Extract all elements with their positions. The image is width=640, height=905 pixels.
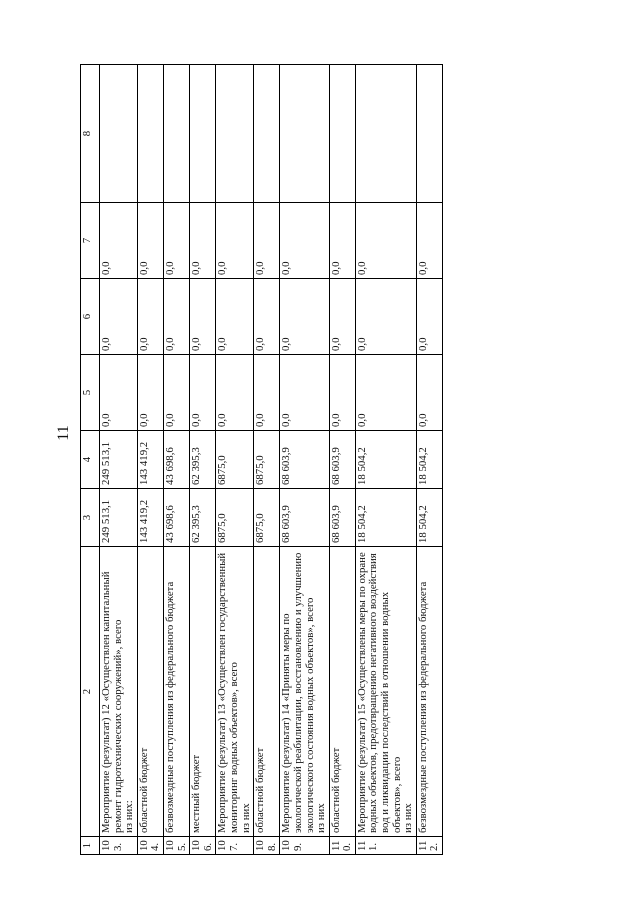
- year1-cell: 18 504,2: [355, 431, 416, 489]
- header-cell: 4: [81, 431, 100, 489]
- table-row: [329, 65, 355, 855]
- row-number-cell: 112.: [416, 837, 442, 855]
- year1-cell: 249 513,1: [100, 431, 138, 489]
- header-cell: 3: [81, 489, 100, 547]
- year1-cell: 68 603,9: [280, 431, 329, 489]
- year1-cell: 62 395,3: [190, 431, 216, 489]
- year2-cell: 0,0: [416, 355, 442, 431]
- year2-cell: 0,0: [100, 355, 138, 431]
- row-number-cell: 109.: [280, 837, 329, 855]
- row-number-cell: 111.: [355, 837, 416, 855]
- note-cell: [280, 65, 329, 203]
- year2-cell: 0,0: [216, 355, 254, 431]
- year4-cell: 0,0: [355, 203, 416, 279]
- note-cell: [100, 65, 138, 203]
- year1-cell: 68 603,9: [329, 431, 355, 489]
- note-cell: [355, 65, 416, 203]
- total-cell: 43 698,6: [163, 489, 189, 547]
- table-row: [216, 65, 254, 855]
- year4-cell: 0,0: [190, 203, 216, 279]
- year2-cell: 0,0: [163, 355, 189, 431]
- description-cell: Мероприятие (результат) 14 «Приняты меры по экологической реабилитации, восстановлению и улучшению экологического состояния водных объектов», всего из них: [280, 547, 329, 837]
- row-number-cell: 110.: [329, 837, 355, 855]
- rotated-table-wrapper: [80, 65, 494, 855]
- year2-cell: 0,0: [190, 355, 216, 431]
- table-row: [100, 65, 138, 855]
- year4-cell: 0,0: [216, 203, 254, 279]
- header-cell: 7: [81, 203, 100, 279]
- total-cell: 143 419,2: [137, 489, 163, 547]
- year4-cell: 0,0: [329, 203, 355, 279]
- year3-cell: 0,0: [280, 279, 329, 355]
- total-cell: 62 395,3: [190, 489, 216, 547]
- year3-cell: 0,0: [163, 279, 189, 355]
- description-cell: областной бюджет: [137, 547, 163, 837]
- year2-cell: 0,0: [280, 355, 329, 431]
- year1-cell: 143 419,2: [137, 431, 163, 489]
- table-row: [280, 65, 329, 855]
- year2-cell: 0,0: [137, 355, 163, 431]
- note-cell: [216, 65, 254, 203]
- year4-cell: 0,0: [254, 203, 280, 279]
- row-number-cell: 104.: [137, 837, 163, 855]
- table-row: [163, 65, 189, 855]
- table-row: [355, 65, 416, 855]
- year4-cell: 0,0: [137, 203, 163, 279]
- table-row: [137, 65, 163, 855]
- description-cell: Мероприятие (результат) 15 «Осуществлены меры по охране водных объектов, предотвращению негативного воздействия вод и ликвидации последствий в отношении водных объектов», всего из них: [355, 547, 416, 837]
- year3-cell: 0,0: [137, 279, 163, 355]
- header-cell: 2: [81, 547, 100, 837]
- note-cell: [163, 65, 189, 203]
- row-number-cell: 105.: [163, 837, 189, 855]
- budget-table: [80, 64, 443, 855]
- year3-cell: 0,0: [329, 279, 355, 355]
- description-cell: безвозмездные поступления из федерального бюджета: [163, 547, 189, 837]
- year4-cell: 0,0: [416, 203, 442, 279]
- year2-cell: 0,0: [329, 355, 355, 431]
- total-cell: 68 603,9: [280, 489, 329, 547]
- total-cell: 18 504,2: [416, 489, 442, 547]
- year2-cell: 0,0: [254, 355, 280, 431]
- row-number-cell: 106.: [190, 837, 216, 855]
- page-number: 11: [55, 425, 72, 441]
- row-number-cell: 103.: [100, 837, 138, 855]
- description-cell: местный бюджет: [190, 547, 216, 837]
- year3-cell: 0,0: [254, 279, 280, 355]
- header-row: [81, 65, 100, 855]
- year3-cell: 0,0: [416, 279, 442, 355]
- table-row: [254, 65, 280, 855]
- year3-cell: 0,0: [216, 279, 254, 355]
- year4-cell: 0,0: [280, 203, 329, 279]
- header-cell: 8: [81, 65, 100, 203]
- description-cell: Мероприятие (результат) 13 «Осуществлен государственный мониторинг водных объектов», всего из них: [216, 547, 254, 837]
- header-cell: 1: [81, 837, 100, 855]
- table-row: [190, 65, 216, 855]
- note-cell: [416, 65, 442, 203]
- year4-cell: 0,0: [163, 203, 189, 279]
- note-cell: [190, 65, 216, 203]
- year3-cell: 0,0: [355, 279, 416, 355]
- note-cell: [137, 65, 163, 203]
- description-cell: безвозмездные поступления из федерального бюджета: [416, 547, 442, 837]
- total-cell: 68 603,9: [329, 489, 355, 547]
- year4-cell: 0,0: [100, 203, 138, 279]
- header-cell: 6: [81, 279, 100, 355]
- year1-cell: 6875,0: [216, 431, 254, 489]
- total-cell: 6875,0: [216, 489, 254, 547]
- note-cell: [254, 65, 280, 203]
- note-cell: [329, 65, 355, 203]
- total-cell: 249 513,1: [100, 489, 138, 547]
- total-cell: 18 504,2: [355, 489, 416, 547]
- header-cell: 5: [81, 355, 100, 431]
- total-cell: 6875,0: [254, 489, 280, 547]
- description-cell: областной бюджет: [254, 547, 280, 837]
- year1-cell: 43 698,6: [163, 431, 189, 489]
- description-cell: Мероприятие (результат) 12 «Осуществлен капитальный ремонт гидротехнических сооружений», всего из них:: [100, 547, 138, 837]
- row-number-cell: 107.: [216, 837, 254, 855]
- table-row: [416, 65, 442, 855]
- description-cell: областной бюджет: [329, 547, 355, 837]
- year1-cell: 6875,0: [254, 431, 280, 489]
- year3-cell: 0,0: [100, 279, 138, 355]
- year2-cell: 0,0: [355, 355, 416, 431]
- year1-cell: 18 504,2: [416, 431, 442, 489]
- row-number-cell: 108.: [254, 837, 280, 855]
- year3-cell: 0,0: [190, 279, 216, 355]
